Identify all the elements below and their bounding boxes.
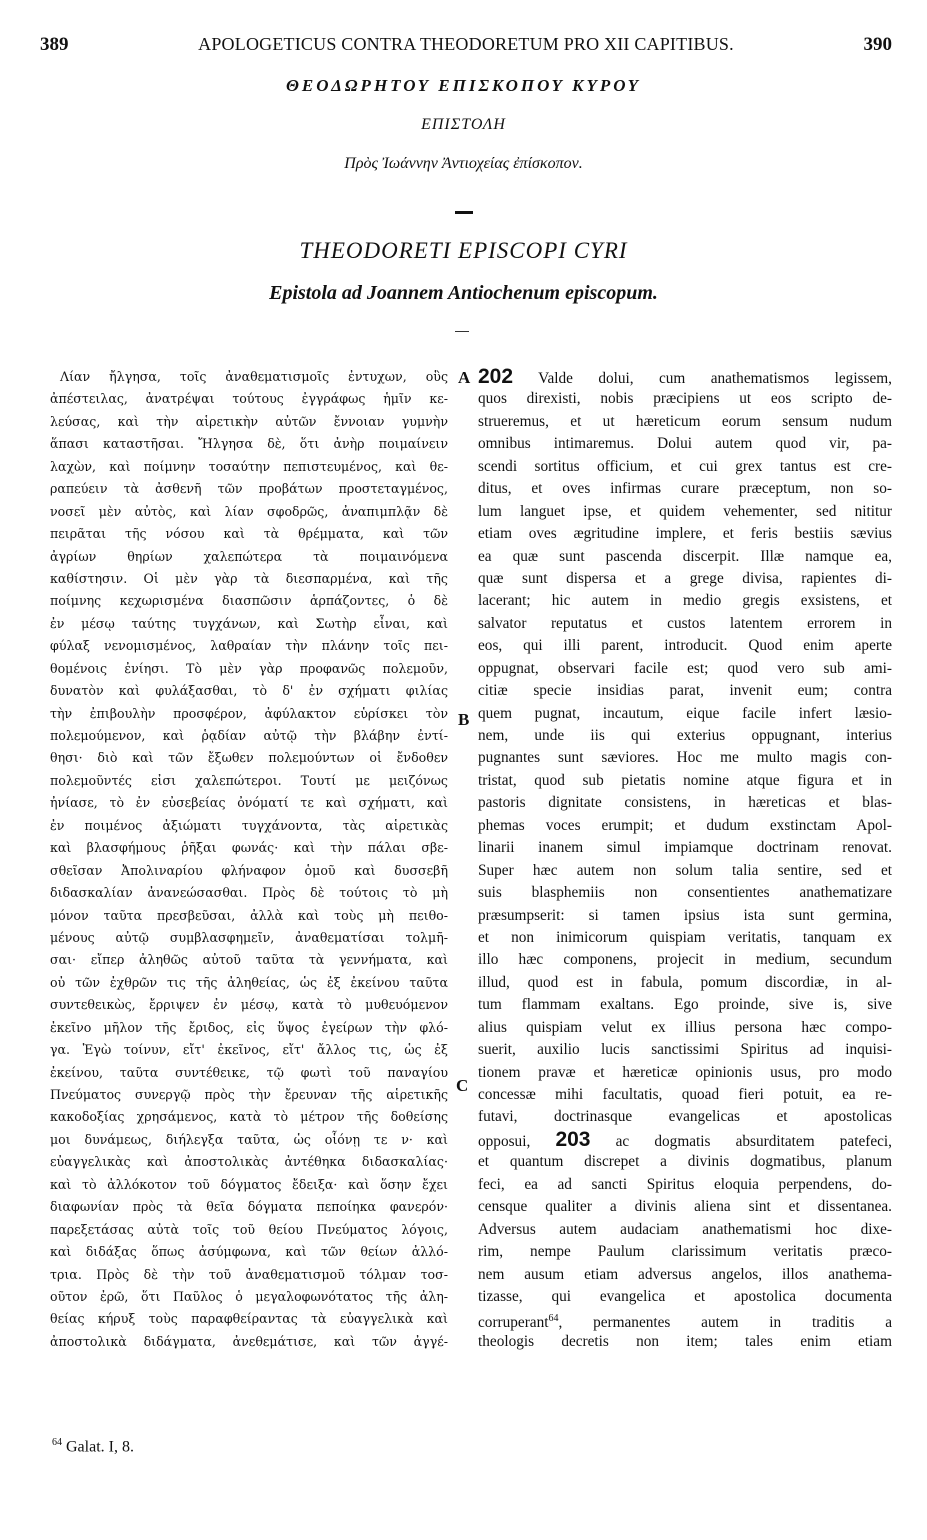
greek-line: λεύσας, καὶ τὴν αἱρετικὴν αὐτῶν ἔννοιαν γυμνὴν <box>50 413 448 429</box>
latin-line <box>478 1017 892 1039</box>
latin-line-text: ac dogmatis absurditatem patefeci, <box>590 1132 893 1150</box>
latin-line <box>478 927 892 949</box>
latin-line <box>478 658 892 680</box>
latin-line <box>478 523 892 545</box>
greek-line: σαι· εἴπερ ἀληθῶς αὐτοῦ ταῦτα τὰ γεννήματα, καὶ <box>50 952 448 968</box>
latin-line-text: ea quæ sunt pascenda discerpit. Illæ namque ea, <box>478 547 892 565</box>
greek-line: καὶ διδάξας ὅπως ἀσύμφωνα, καὶ τῶν θείων ἀλλό- <box>50 1244 448 1260</box>
latin-line-text: , permanentes autem in traditis a <box>558 1314 892 1332</box>
greek-line: ἀποστολικὰ διδάγματα, ἀνεθεμάτισε, καὶ τῶν ἀγγέ- <box>50 1333 448 1349</box>
greek-line: κακοδοξίας χρησάμενος, κατὰ τὸ μέτρον τῆς δοθείσης <box>50 1109 448 1125</box>
margin-marker-c: C <box>456 1076 469 1095</box>
greek-line: μένους αὐτῷ συμβλασφημεῖν, ἀναθεματίσαι τολμῆ- <box>50 929 448 945</box>
latin-line <box>478 411 892 433</box>
latin-line-text: oppugnat, observari facile est; quod vero sub ami- <box>478 659 892 677</box>
greek-line: νοσεῖ μὲν αὐτὸς, καὶ λίαν σφοδρῶς, ἀναπιμπλᾷν δὲ <box>50 503 448 519</box>
greek-line: ἐν μέσῳ ταύτης τυγχάνων, καὶ Σωτὴρ εἶναι, καὶ <box>50 615 448 631</box>
latin-line-text: lacerant; hic autem in medio gregis exsistens, et <box>478 592 892 610</box>
latin-subtitle: Epistola ad Joannem Antiochenum episcopum. <box>269 282 658 304</box>
latin-line <box>478 456 892 478</box>
latin-line-text: nem ausum etiam adversus angelos, illos anathema- <box>478 1265 892 1283</box>
latin-column <box>478 366 892 1353</box>
greek-line: Πνεύματος συνεργῷ πρὸς τὴν ἔρευναν τῆς αἱρετικῆς <box>50 1087 448 1102</box>
greek-line: οὐ τῶν ἐχθρῶν τις τῆς ἀληθείας, ὡς ἐξ ἐκείνου ταῦτα <box>50 974 448 990</box>
latin-line <box>478 1196 892 1218</box>
latin-line <box>478 1219 892 1241</box>
latin-line-text: pugnantes sunt sæviores. Hoc me multo magis con- <box>478 749 892 767</box>
column-number-marker: 203 <box>555 1127 591 1151</box>
latin-line <box>478 1308 892 1330</box>
right-page-number: 390 <box>863 34 892 55</box>
latin-line <box>478 905 892 927</box>
greek-line: ραπεύειν τὰ ἀσθενῆ τῶν προβάτων προστεταγμένος, <box>50 481 448 497</box>
greek-line: ποίμνης κεχωρισμένα διασπῶσιν ἁρπάζοντες, ὁ δὲ <box>50 593 448 609</box>
latin-line <box>478 388 892 410</box>
latin-line-text: ditus, et oves infirmas curare præceptum, non so- <box>478 480 892 498</box>
latin-line-text: scendi sortitus officium, et cui grex tantus est cre- <box>478 457 892 475</box>
greek-line: παρεξετάσας αὐτὰ τοῖς τοῦ θείου Πνεύματος λόγοις, <box>50 1221 448 1237</box>
greek-line: διδασκαλίαν ἀνανεώσασθαι. Πρὸς δὲ τούτοις τὸ μὴ <box>50 885 448 901</box>
latin-line-text: lum languet ipse, et quidem vehementer, sed nititur <box>478 502 892 520</box>
latin-line-text: tizasse, qui evangelica et apostolica documenta <box>478 1287 892 1305</box>
latin-line-text: feci, ea ad sancti Spiritus eloquia perpendens, do- <box>478 1175 892 1193</box>
latin-line <box>478 478 892 500</box>
greek-line: Λίαν ἤλγησα, τοῖς ἀναθεματισμοῖς ἐντυχων, οὓς <box>60 369 448 384</box>
latin-line <box>478 546 892 568</box>
footnote-reference: 64 <box>548 1313 559 1325</box>
latin-line <box>478 1084 892 1106</box>
latin-line <box>478 994 892 1016</box>
latin-line <box>478 1106 892 1128</box>
greek-line: λαχὼν, καὶ ποίμνην τοσαύτην πεπιστευμένος, καὶ θε- <box>50 458 448 474</box>
greek-line: ἅπασι καταστῆσαι. Ἤλγησα δὲ, ὅτι ἀνὴρ ποιμαίνειν <box>50 436 448 452</box>
greek-line: πολεμοῦντές εἰσι χαλεπώτεροι. Τουτί με μειζόνως <box>50 772 448 788</box>
greek-line: τὴν ἐπιβουλὴν προσφέρον, ἀφύλακτον εὑρίσκει τὸν <box>50 705 448 721</box>
greek-subtitle: ΕΠΙΣΤΟΛΗ <box>421 116 506 133</box>
latin-line <box>478 972 892 994</box>
latin-line <box>478 725 892 747</box>
latin-line <box>478 635 892 657</box>
latin-line-text: pastoris dignitate consistens, in hæreticas et blas- <box>478 794 892 812</box>
latin-line-text: salvator reputatus et custos latentem errorem in <box>478 614 892 632</box>
latin-line <box>478 949 892 971</box>
footnote-text: Galat. I, 8. <box>62 1438 134 1456</box>
greek-column <box>50 366 448 1353</box>
latin-line-text: phemas voces erumpit; et dudum exstinctam Apol- <box>478 816 892 834</box>
latin-line-text: rim, nempe Paulum clarissimum veritatis præco- <box>478 1243 892 1261</box>
latin-line <box>478 1039 892 1061</box>
column-number-marker: 202 <box>478 365 514 388</box>
greek-line: διαφωνίαν πρὸς τὰ θεῖα δόγματα πεποίηκα φανερόν· <box>50 1199 448 1215</box>
latin-line <box>478 1174 892 1196</box>
footnote <box>52 1437 134 1456</box>
greek-line: ἐν ποιμένος ἀξιώματι τυγχάνοντα, τὰς αἱρετικὰς <box>50 817 448 833</box>
latin-line-text: linarii inanem simul impiamque doctrinam renovat. <box>478 839 892 857</box>
latin-line <box>478 815 892 837</box>
latin-line-text: futavi, doctrinasque evangelicas et apostolicas <box>478 1108 892 1126</box>
latin-line-text: illo hæc componens, projecit in medium, secundum <box>478 951 892 969</box>
greek-line: θησι· διὸ καὶ τῶν ἔξωθεν πολεμούντων οἱ ἔνδοθεν <box>50 750 448 766</box>
latin-line <box>478 1264 892 1286</box>
latin-line-text: citiæ specie insidias parat, invenit eum; contra <box>478 682 892 700</box>
latin-line <box>478 613 892 635</box>
greek-title: ΘΕΟΔΩΡΗΤΟΥ ΕΠΙΣΚΟΠΟΥ ΚΥΡΟΥ <box>285 76 642 95</box>
latin-line-text: Valde dolui, cum anathematismos legissem, <box>513 370 892 387</box>
greek-line: μοι δυνάμεως, διήλεγξα ταῦτα, ὡς οἷόνῃ τε ν· καὶ <box>50 1131 448 1147</box>
latin-line <box>478 882 892 904</box>
greek-line: καὶ βλασφήμους ῥῆξαι φωνάς· καὶ τὴν πάλαι σβε- <box>50 840 448 856</box>
greek-line: οῦτον ἐρῶ, ὅτι Παῦλος ὁ μεγαλοφωνότατος τῆς ἀλη- <box>50 1288 448 1304</box>
latin-line-text: tum flammam exaltans. Ego proinde, sive is, sive <box>478 996 892 1014</box>
latin-line-text: etiam oves ægritudine implere, et feris bestiis sævius <box>478 525 892 543</box>
greek-line: εὐαγγελικὰς καὶ ἀποστολικὰς ἀντέθηκα διδασκαλίας· <box>50 1154 448 1170</box>
latin-line-text: quos direxisti, nobis præcipiens ut eos scripto de- <box>478 390 892 408</box>
greek-line: φύλαξ νενομισμένος, λαθραίαν τὴν πλάνην τοῖς πει- <box>50 638 448 654</box>
latin-line <box>478 433 892 455</box>
latin-line-text: illud, quod est in fabula, pomum discordiæ, in al- <box>478 973 892 991</box>
latin-line <box>478 1331 892 1353</box>
latin-line <box>478 590 892 612</box>
latin-line-text: tionem pravæ et hæreticæ opinionis usus, pro modo <box>478 1063 892 1081</box>
greek-line: γα. Ἐγὼ τοίνυν, εἴτ' ἐκεῖνος, εἴτ' ἄλλος τις, ὡς ἐξ <box>50 1042 448 1058</box>
latin-line-text: et quantum discrepet a divinis dogmatibus, planum <box>478 1153 892 1171</box>
latin-line-text: theologis decretis non item; tales enim etiam <box>478 1332 892 1350</box>
margin-marker-a: A <box>458 368 471 387</box>
footnote-mark: 64 <box>52 1437 62 1448</box>
latin-line <box>478 680 892 702</box>
greek-line: πολεμούμενον, καὶ ῥᾳδίαν αὐτῷ τὴν βλάβην ἐντί- <box>50 728 448 743</box>
latin-line <box>478 1129 892 1151</box>
latin-line-text: suis blasphemiis non consentientes anathematizare <box>478 884 892 902</box>
latin-line-text: alius quispiam velut ex illius persona hæc compo- <box>478 1018 892 1036</box>
latin-line-text: omnibus intimaremus. Dolui autem quod vir, pa- <box>478 435 892 453</box>
latin-line-text: eos, qui illi parent, introducit. Quod enim aperte <box>478 637 892 655</box>
latin-line <box>478 770 892 792</box>
latin-line <box>478 703 892 725</box>
page-header <box>40 34 892 58</box>
greek-line: ἀπέστειλας, ἀνατρέψαι τούτους ἐγγράφως ἡμῖν κε- <box>50 391 448 407</box>
latin-line-text: concessæ mihi facultatis, quoad fieri potuit, ea re- <box>478 1086 892 1103</box>
latin-line-text: Super hæc autem non solum talia sentire, sed et <box>478 861 892 879</box>
left-page-number: 389 <box>40 34 69 55</box>
greek-line: ἀγρίων θηρίων χαλεπώτερα τὰ ποιμαινόμενα <box>50 548 448 564</box>
greek-line: θομένοις ἐνίησι. Τὸ μὲν γὰρ προφανῶς πολεμοῦν, <box>50 660 448 676</box>
greek-line: θείας κήρυξ τοὺς παραφθείραντας τὰ εὐαγγελικὰ καὶ <box>50 1311 448 1327</box>
latin-title: THEODORETI EPISCOPI CYRI <box>299 238 628 263</box>
latin-line <box>478 860 892 882</box>
greek-line: καὶ τὸ ἀλλόκοτον τοῦ δόγματος ἔδειξα· καὶ ὅσην ἔχει <box>50 1176 448 1192</box>
latin-line-text: quem pugnat, incautum, eique facile infert læsio- <box>478 704 892 722</box>
latin-line-text: corruperant <box>478 1314 549 1332</box>
running-title: APOLOGETICUS CONTRA THEODORETUM PRO XII CAPITIBUS. <box>198 34 734 54</box>
greek-line: μόνον ταῦτα πρεσβεῦσαι, ἀλλὰ καὶ τοὺς μὴ πειθο- <box>50 907 448 923</box>
greek-line: καθίστησιν. Οἱ μὲν γὰρ τὰ διεσπαρμένα, καὶ τῆς <box>50 570 448 586</box>
greek-line: σθεῖσαν Ἀπολιναρίου φλήναφον ὁμοῦ καὶ δυσσεβῆ <box>50 862 448 878</box>
latin-line <box>478 1241 892 1263</box>
latin-line <box>478 501 892 523</box>
latin-line-text: præsumpserit: si tamen ipsius ista sunt germina, <box>478 906 892 924</box>
greek-line: τρια. Πρὸς δὲ τὴν τοῦ ἀναθεματισμοῦ τόλμαν τοσ- <box>50 1266 448 1282</box>
latin-line-text: censque qualiter a divinis aliena sint et dissentanea. <box>478 1198 892 1216</box>
latin-line-text: quæ sunt dispersa et a grege divisa, rapientes di- <box>478 569 892 587</box>
latin-line <box>478 568 892 590</box>
greek-line: συντεθεικὼς, ἔρριψεν ἐν μέσῳ, κατὰ τὸ μυθευόμενον <box>50 997 448 1013</box>
latin-line-text: tristat, quod sub pietatis nomine atque figura et in <box>478 771 892 789</box>
latin-line-text: nem, unde iis qui exterius oppugnant, interius <box>478 727 892 744</box>
greek-line: ἠνίασε, τὸ ἐν εὐσεβείας ὀνόματί τε καὶ σχήματι, καὶ <box>50 795 448 811</box>
section-divider <box>455 331 469 332</box>
greek-address: Πρὸς Ἰωάννην Ἀντιοχείας ἐπίσκοπον. <box>344 155 583 172</box>
latin-line <box>478 792 892 814</box>
latin-line-text: opposui, <box>478 1132 556 1150</box>
latin-line <box>478 1286 892 1308</box>
latin-line <box>478 1151 892 1173</box>
latin-line <box>478 1062 892 1084</box>
latin-line-text: Adversus autem audaciam anathematismi hoc dixe- <box>478 1220 892 1238</box>
latin-line <box>478 747 892 769</box>
latin-line-text: strueremus, et ut hæreticum eorum sensum nudum <box>478 412 892 430</box>
latin-line-text: et non inimicorum quispiam veritatis, tanquam ex <box>478 928 892 946</box>
greek-line: πειρᾶται τῆς νόσου καὶ τὰ θρέμματα, καὶ τῶν <box>50 526 448 542</box>
margin-marker-b: B <box>458 710 470 729</box>
latin-line-text: suerit, auxilio lucis sanctissimi Spiritus ad inquisi- <box>478 1041 892 1059</box>
greek-line: ἐκεῖνο μῆλον τῆς ἔριδος, εἰς ὕψος ἐγείρων τὴν φλό- <box>50 1019 448 1035</box>
greek-line: δυνατὸν καὶ φυλάξασθαι, τὸ δ' ἐν σχήματι φιλίας <box>50 683 448 699</box>
greek-line: ἐκείνου, ταῦτα συντέθεικε, τῷ φωτὶ τοῦ παναγίου <box>50 1064 448 1080</box>
heading-divider <box>455 211 473 214</box>
latin-line <box>478 837 892 859</box>
latin-line <box>478 366 892 388</box>
